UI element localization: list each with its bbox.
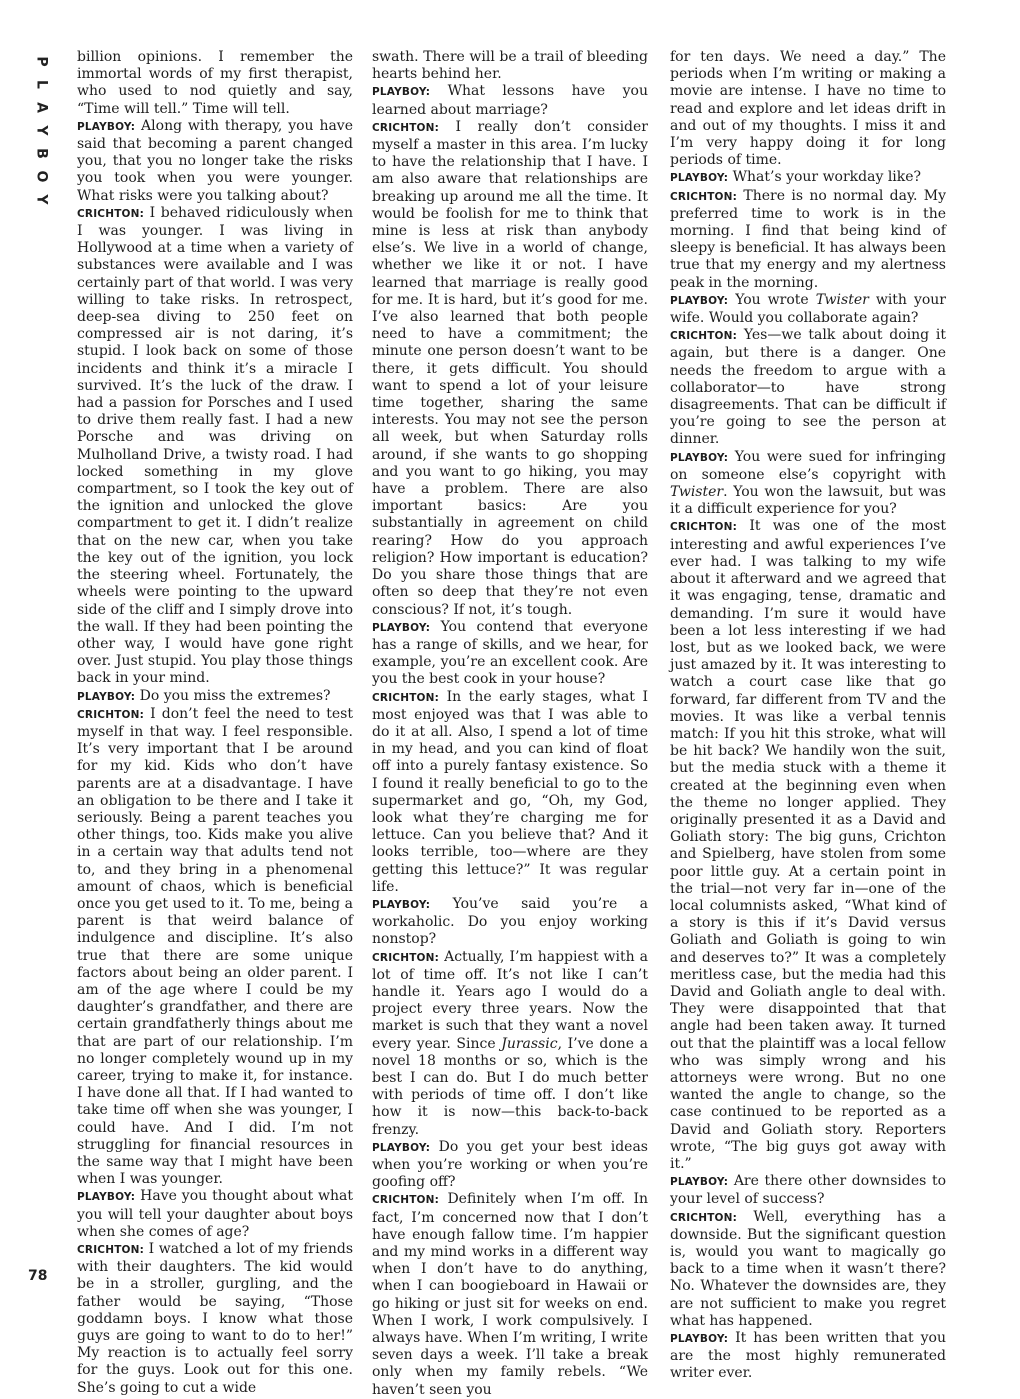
paragraph-text: It has been written that you are the most highly remunerated writer ever. bbox=[670, 1330, 946, 1382]
paragraph-text: You wrote bbox=[735, 291, 816, 308]
article-paragraph bbox=[77, 205, 353, 688]
article-paragraph bbox=[670, 169, 946, 187]
masthead-letter: Y bbox=[33, 194, 50, 205]
article-paragraph bbox=[670, 518, 946, 1173]
speaker-label: CRICHTON: bbox=[372, 951, 440, 964]
masthead-letter: L bbox=[33, 80, 50, 89]
speaker-label: PLAYBOY: bbox=[372, 898, 431, 911]
page-number: 78 bbox=[28, 1268, 48, 1284]
paragraph-text: Do you get your best ideas when you’re working or when you’re goofing off? bbox=[372, 1138, 648, 1191]
masthead-letter: A bbox=[33, 102, 50, 113]
paragraph-text: Well, everything has a downside. But the significant question is, would you want to magically go back to a time when it wasn’t there? No. Whatever the downsides are, they are not sufficient to make you regret what has happened. bbox=[670, 1208, 946, 1329]
speaker-label: PLAYBOY: bbox=[670, 1176, 729, 1189]
speaker-label: CRICHTON: bbox=[670, 1211, 738, 1224]
paragraph-text: for ten days. We need a day.” The periods when I’m writing or making a movie are intense. I have no time to read and explore and let ideas drift in and out of my thoughts. I miss it and I’m very happy doing it for long periods of time. bbox=[670, 49, 946, 169]
paragraph-text: Actually, I’m happiest with a lot of time off. It’s not like I can’t handle it. Years ago I would do a project every three years. Now the market is such that they want a novel every year. Since bbox=[372, 948, 649, 1052]
speaker-label: CRICHTON: bbox=[372, 1194, 440, 1207]
paragraph-text: I really don’t consider myself a master in this area. I’m lucky to have the relationship that I have. I am also aware that relationships are breaking up around me all the time. It would be foolish for me to think that mine is less at risk than anybody else’s. We live in a world of change, whether we like it or not. I have learned that marriage is really good for me. It is hard, but it’s good for me. I’ve also learned that both people need to have a commitment; the minute one person doesn’t want to be there, it gets difficult. You should want to spend a lot of your leisure time together, sharing the same interests. You may not see the person all week, but when Saturday rolls around, if she wants to go shopping and you want to go hiking, you may have a problem. There are also important basics: Are you substantially in agreement on child rearing? How do you approach religion? How important is education? Do you share those things that are often so deep that they’re not even conscious? If not, it’s tough. bbox=[372, 118, 648, 618]
article-paragraph bbox=[670, 1209, 946, 1330]
speaker-label: PLAYBOY: bbox=[77, 1191, 136, 1204]
article-paragraph bbox=[670, 1173, 946, 1208]
paragraph-text: I watched a lot of my friends with their daughters. The kid would be in a stroller, gurgling, and the father would be saying, “Those goddamn boys. I know what those guys are going to want to do to her!” My reaction is to actually feel sorry for the guys. Look out for this one. She’s going to cut a wide bbox=[77, 1241, 354, 1396]
paragraph-text: billion opinions. I remember the immortal words of my first therapist, who used to nod quietly and say, “Time will tell.” Time will tell. bbox=[77, 49, 353, 117]
column-3 bbox=[670, 49, 946, 1383]
article-paragraph bbox=[372, 619, 648, 689]
article-paragraph bbox=[77, 1241, 353, 1397]
speaker-label: PLAYBOY: bbox=[670, 172, 729, 185]
masthead-letter: Y bbox=[33, 125, 50, 136]
paragraph-text: It was one of the most interesting and awful experiences I’ve ever had. I was talking to my wife about it afterward and we agreed that it was engaging, tense, dramatic and demanding. I’m sure it would have been a lot less interesting if we had lost, but as we looked back, we were just amazed by it. It was interesting to watch a court case like that go forward, far different from TV and the movies. It was like a verbal tennis match: If you hit this stroke, what will be hit back? We handily won the suit, but the media stuck with a theme it created at the beginning even when the theme no longer applied. They originally presented it as a David and Goliath story: The big guns, Crichton and Spielberg, have stolen from some poor little guy. At a certain point in the trial—not very far in—one of the local columnists asked, “What kind of a story is this if it’s David versus Goliath and Goliath is going to win and deserves to?” It was a completely meritless case, but the media had this David and Goliath angle to deal with. They were disappointed that that angle had been taken away. It turned out that the plaintiff was a local fellow who was simply wrong and his attorneys were wrong. But no one wanted the angle to change, so the case continued to be reported as a David and Goliath story. Reporters wrote, “The big guys got away with it.” bbox=[670, 518, 946, 1172]
speaker-label: PLAYBOY: bbox=[372, 86, 431, 99]
article-paragraph bbox=[670, 327, 946, 448]
masthead-letter: P bbox=[33, 56, 50, 67]
paragraph-text: Have you thought about what you will tell your daughter about boys when she comes of age? bbox=[77, 1188, 354, 1240]
speaker-label: CRICHTON: bbox=[670, 330, 738, 343]
speaker-label: PLAYBOY: bbox=[77, 690, 136, 703]
article-paragraph bbox=[670, 49, 946, 169]
playboy-masthead bbox=[30, 50, 52, 211]
article-paragraph bbox=[372, 49, 648, 83]
speaker-label: CRICHTON: bbox=[372, 691, 440, 704]
paragraph-text: You’ve said you’re a workaholic. Do you enjoy working nonstop? bbox=[372, 895, 648, 948]
speaker-label: CRICHTON: bbox=[670, 521, 738, 534]
paragraph-text: swath. There will be a trail of bleeding hearts behind her. bbox=[372, 49, 648, 83]
speaker-label: CRICHTON: bbox=[77, 1244, 145, 1257]
italic-title: Jurassic bbox=[501, 1035, 558, 1052]
speaker-label: PLAYBOY: bbox=[77, 120, 136, 133]
paragraph-text: I don’t feel the need to test myself in that way. I feel responsible. It’s very important that I be around for my kid. Kids who don’t have parents are at a disadvantage. I have an obligation to be there and I take it seriously. Being a parent teaches you other things, too. Kids make you alive in a certain way that adults tend not to, and they bring in a phenomenal amount of chaos, which is beneficial once you get used to it. To me, being a parent is that weird balance of indulgence and discipline. It’s also true that there are some unique factors about being an older parent. I am of the age where I could be my daughter’s grandfather, and there are certain grandfatherly things about me that are part of our relationship. I’m no longer completely wound up in my career, trying to make it, for instance. I have done all that. If I had wanted to take time off when she was younger, I could have. And I did. I’m not struggling for financial resources in the same way that I might have been when I was younger. bbox=[77, 705, 353, 1188]
paragraph-text: Are there other downsides to your level of success? bbox=[670, 1173, 946, 1208]
masthead-letter: O bbox=[33, 170, 50, 183]
article-paragraph bbox=[372, 949, 648, 1139]
article-paragraph bbox=[372, 896, 648, 949]
column-1 bbox=[77, 49, 353, 1397]
article-paragraph bbox=[372, 119, 648, 619]
article-paragraph bbox=[77, 1188, 353, 1241]
article-paragraph bbox=[670, 292, 946, 327]
article-paragraph bbox=[670, 188, 946, 292]
speaker-label: CRICHTON: bbox=[77, 207, 145, 220]
masthead-letter: B bbox=[33, 148, 50, 159]
paragraph-text: You contend that everyone has a range of skills, and we hear, for example, you’re an excellent cook. Are you the best cook in your house? bbox=[372, 618, 648, 688]
paragraph-text: Yes—we talk about doing it again, but there is a danger. One needs the freedom to argue with a collaborator—to have strong disagreements. That can be difficult if you’re going to see the person at dinner. bbox=[670, 327, 946, 448]
column-2 bbox=[372, 49, 648, 1399]
paragraph-text-continued: . You won the lawsuit, but was it a difficult experience for you? bbox=[670, 484, 946, 518]
article-paragraph bbox=[372, 83, 648, 118]
speaker-label: PLAYBOY: bbox=[372, 1141, 431, 1154]
speaker-label: PLAYBOY: bbox=[372, 621, 431, 634]
speaker-label: PLAYBOY: bbox=[670, 1333, 729, 1346]
article-paragraph bbox=[77, 118, 353, 205]
article-paragraph bbox=[372, 1139, 648, 1192]
article-paragraph bbox=[670, 1330, 946, 1383]
article-paragraph bbox=[372, 1191, 648, 1398]
article-paragraph bbox=[670, 449, 946, 519]
italic-title: Twister bbox=[670, 484, 724, 501]
speaker-label: CRICHTON: bbox=[372, 121, 440, 134]
paragraph-text: Definitely when I’m off. In fact, I’m concerned now that I don’t have enough fallow time. I’m happier and my mind works in a different way when I don’t have to do anything, when I can boogieboard in Hawaii or go hiking or just sit for weeks on end. When I work, I work compulsively. I always have. When I’m writing, I write seven days a week. I’ll take a break only when my family rebels. “We haven’t seen you bbox=[372, 1191, 648, 1398]
paragraph-text: Along with therapy, you have said that becoming a parent changed you, that you no longer take the risks you took when you were younger. What risks were you talking about? bbox=[77, 117, 353, 204]
speaker-label: CRICHTON: bbox=[670, 190, 738, 203]
paragraph-text: In the early stages, what I most enjoyed was that I was able to do it at all. Also, I spend a lot of time in my head, and you can kind of float off into a purely fantasy existence. So I found it really beneficial to go to the supermarket and go, “Oh, my God, look what they’re charging me for lettuce. Can you believe that? And it looks terrible, too—where are they getting this lettuce?” It was regular life. bbox=[372, 688, 648, 895]
italic-title: Twister bbox=[815, 291, 869, 308]
paragraph-text: What lessons have you learned about marriage? bbox=[372, 83, 649, 118]
paragraph-text: I behaved ridiculously when I was younger. I was living in Hollywood at a time when a variety of substances were available and I was certainly part of that world. I was very willing to take risks. In retrospect, deep-sea diving to 250 feet on compressed air is not daring, it’s stupid. I look back on some of those incidents and think it’s a miracle I survived. It’s the luck of the draw. I had a passion for Porsches and I used to drive them really fast. I had a new Porsche and was driving on Mulholland Drive, a twisty road. I had locked something in my glove compartment, so I took the key out of the ignition and unlocked the glove compartment to get it. I didn’t realize that on the new car, when you take the key out of the ignition, you lock the steering wheel. Fortunately, the wheels were pointing to the upward side of the cliff and I simply drove into the wall. If they had been pointing the other way, I would have gone right over. Just stupid. You play those things back in your mind. bbox=[77, 204, 353, 687]
speaker-label: PLAYBOY: bbox=[670, 451, 729, 464]
paragraph-text-continued: with your wife. Would you collaborate again? bbox=[670, 291, 947, 327]
speaker-label: PLAYBOY: bbox=[670, 294, 729, 307]
speaker-label: CRICHTON: bbox=[77, 708, 145, 721]
paragraph-text-continued: , I’ve done a novel 18 months or so, which is the best I can do. But I do much better with periods of time off. I don’t like how it is now—this back-to-back frenzy. bbox=[372, 1035, 648, 1138]
paragraph-text: What’s your workday like? bbox=[732, 169, 922, 186]
article-paragraph bbox=[77, 706, 353, 1189]
article-paragraph bbox=[77, 688, 353, 706]
paragraph-text: Do you miss the extremes? bbox=[139, 687, 331, 704]
article-paragraph bbox=[77, 49, 353, 118]
paragraph-text: You were sued for infringing on someone else’s copyright with bbox=[670, 448, 946, 483]
paragraph-text: There is no normal day. My preferred time to work is in the morning. I find that being kind of sleepy is beneficial. It has always been true that my energy and my alertness peak in the morning. bbox=[670, 187, 947, 291]
article-paragraph bbox=[372, 689, 648, 896]
